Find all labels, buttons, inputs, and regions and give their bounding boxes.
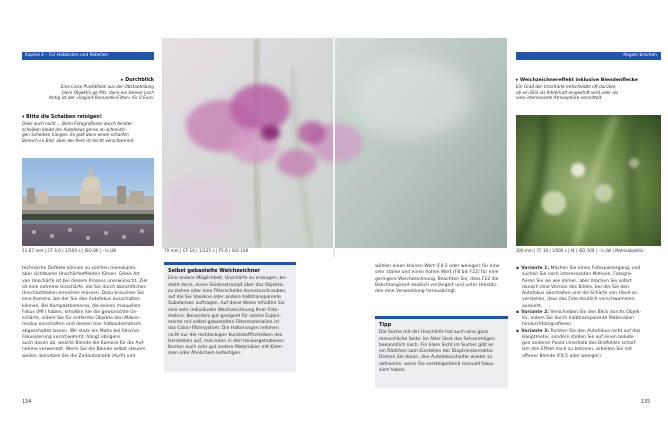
green-bokeh-photo [516,115,661,246]
tip-title: Tipp [379,322,392,328]
variant-line: suchen Sie nach interessanten Motiven. Fotogra- [522,272,633,278]
durchblick-note [22,78,154,101]
cleaning-title: ▾ Bitte die Scheiben reinigen! [22,115,102,120]
left-page-number: 134 [22,400,32,405]
tip-line: ein Rädchen zum Einstellen der Dioptrienkorrektur. [379,349,495,355]
tip-box [375,316,508,388]
variant-line: hindurchfotografieren. [522,322,573,328]
left-body-line: technische Defekte können zu solchen monokalen, [22,266,137,271]
weichzeichner-effekt-line-3: eine interessante Atmosphäre vermittelt. [516,95,603,101]
variant-line: tiv, indem Sie durch halbtransparente Materialien [522,316,634,321]
left-body-line: modus einschalten und dessen hier halbautomatisch [22,322,142,328]
orchid-photo-caption: 70 mm | CF 16 | 1/125 s | F5,6 | ISO 100 [164,248,249,253]
variant-line: offener Blende (F4,5 oder weniger). [522,353,603,359]
green-bokeh-image [516,115,661,246]
variant-line: Verschieben Sie den Blick durchs Objek- [550,309,641,315]
weichzeichner-effekt-title: ▸ Weichzeichnereffekt inklusive Blendenflecke [516,78,638,83]
variant-3-first-line [516,329,661,335]
sidebox-line: motive. Besonders gut geeignet für solche Experi- [168,313,282,319]
variant-line: Um den Effekt noch zu betonen, arbeiten Sie mit [522,347,633,353]
weichzeichner-sidebox [164,262,296,372]
durchblick-title: ▸ Durchblick [121,78,154,83]
left-body-line: Fokus (MF) haben, erhalten Sie die gewünschte Un- [22,309,138,315]
sidebox-line: men oder Ähnlichem befestigen. [168,351,242,357]
left-body-line: schärfe, indem Sie für entfernte Objekte den Makro- [22,316,140,321]
left-body-line: von Unschärfe ist bei diesem Prozess unerwünscht. Ziel [22,278,148,284]
chapter-header-bar [22,52,154,60]
variant-2-label: Variante 2: [521,309,550,315]
london-cityscape-photo [22,158,154,246]
sidebox-line: mente mit selbst gebastelten Filtermaterialien ist [168,320,280,326]
variant-line: Hauptmotiv, sondern stellen Sie auf einen beliebi- [522,334,635,340]
sidebox-line: auf die Sie Vaseline oder andere halbtransparente [168,295,282,301]
center-body-line: Belichtungszeit deutlich verlängert und unter Umstän- [375,282,498,288]
left-body-line: abgeschaltet lassen. Wir stark ein Motiv bei falscher [22,328,140,334]
durchblick-line-3: fertig ist der »Vaginit-Romantik«Filter« für 0 Euro. [49,95,154,101]
cleaning-note [22,115,156,143]
tip-line: bekanntlich nach. Für klare Sicht im Sucher gibt es [379,342,494,348]
cleaning-line-3: gen Scheiben hängen. Es gibt dann einen scharfen [22,132,129,138]
sidebox-line: Kanten auch sehr gut andere Materialien mit Klem- [168,345,284,351]
variant-line: gen anderen Punkt innerhalb des Bildfeldes scharf. [522,341,637,346]
sidebox-line: Substanzen auftragen. Auf diese Weise erhalten Sie [168,301,285,307]
variant-line: aussieht. [522,303,543,309]
sidebox-line: Herstellers auf, man kann in den herausgehobenen [168,338,284,344]
center-body-line: den eine Verwacklung herausbringt. [375,289,457,294]
sidebox-line: nicht nur die rechteckigen Kunststofffscheiben des [168,332,283,338]
center-body-line: geringere Weichzeichnung. Beachten Sie, dass F22 die [375,276,499,282]
left-body-line: Fokussierung verschwimmt, hängt übrigens [22,334,121,340]
sidebox-title: Selbst gebastelte Weichzeichner [168,268,261,274]
tip-line: Drehen Sie daran, den Autofokuschalter wieder zu [379,355,493,361]
orchid-blur-photo [162,38,507,248]
variant-1 [516,266,661,310]
left-body-line: ist eine extreme Unschärfe, die Sie durch absichtliches [22,284,146,290]
weichzeichner-effekt-line-2: ob ein Bild als fehlerhaft eingestuft wird oder als [516,89,619,95]
left-body-line: eine Kamera, bei der Sie den Autofokus ausschalten [22,297,140,303]
sidebox-line: zu ziehen oder eine Filterscheibe davorzuschrauben, [168,288,287,294]
tip-line: Die Suche mit der Unschärfe hat auch eine ganz [379,330,489,336]
center-right-body-text [375,264,510,295]
weichzeichner-effekt-line-1: Ein Grad der Unschärfe entscheidet oft darüber, [516,84,617,90]
variant-1-label: Variante 1: [521,266,550,271]
london-photo-caption: 11,67 mm | CF 4,6 | 1/500 s | ISO 80 | –½ LW [22,248,117,253]
sidebox-line: steht darin, einen Seidenstrumpf über das Objektiv [168,282,284,288]
left-body-line: auch davon ab, welche Blende die Kamera für die Auf- [22,341,145,346]
variant-line: Machen Sie einen Fotospaziergang, und [550,266,641,271]
variant-line: danach eine Version des Bildes, bei der Sie den [522,284,629,290]
sidebox-line: eine sehr individuelle Weichzeichnung Ihrer Foto- [168,307,280,313]
left-body-line: können. Bei Kompaktkameras, die keinen manuellen [22,303,141,309]
cleaning-line-2: scheiben bleibt der Autofokus gerne an schmutzi- [22,126,127,132]
sidebox-line: das Cokin-Filtersystem. Die Halterungen nehmen [168,326,279,332]
left-body-line: wollen, benutzen Sie die Zeitautomatik (Av/A) und [22,353,136,359]
orchid-blur-image [162,38,507,248]
chapter-header-text: Kapitel 4 – Für Hobbisten und Rebellen [25,53,109,58]
variant-2 [516,310,661,329]
left-body-line: Unscharfstellen erreichen müssen. Dazu brauchen Sie [22,291,144,296]
tip-line: siert haben. [379,367,406,373]
sidebox-line: Eine andere Möglichkeit, Unschärfe zu erzeugen, be- [168,276,287,282]
durchblick-line-1: Eine Linse Plastikfolie aus der Obstabteilung [60,84,154,90]
weichzeichner-effekt-note [516,78,661,101]
variant-3 [516,329,661,360]
right-page-number: 135 [641,400,651,405]
variant-line: verstellen, dass das Foto deutlich verschwommen [522,297,635,303]
variant-line: Autofokus abschalten und die Schärfe von Hand so [522,291,637,296]
bokeh-photo-caption: 300 mm | CF 16 | 1/500 s | f4 | ISO 100 | –½ LW | Matrixobjektiv [516,248,644,253]
left-body-text [22,266,158,360]
variant-line: fieren Sie sie wie immer, aber machen Sie sofort [522,278,632,284]
cleaning-line-1: Oder auch nicht ... Beim Fotografieren durch fenster- [22,121,134,127]
variant-line: Richten Sie den Autofokus nicht auf das [550,328,641,334]
center-body-line: sehr starke und einen hohen Wert (F8 bis F22) für eine [375,270,499,276]
variants-list [516,266,661,360]
center-body-line: wählen einen kleinen Wert (F4,5 oder weniger) für eine [375,264,500,269]
left-body-line: nahme verwendet. Wenn Sie die Blende selbst steuern [22,347,146,353]
durchblick-line-2: (dem Objektiv ge-filt). dann ein kleiner Loch [61,89,154,95]
left-body-line: aber sichtbaren Unschärfeeffekten führen. Diese Art [22,272,140,278]
london-cityscape-image [22,158,154,246]
tip-line: menschliche Seite. Im Alter lässt das Sehvermögen [379,336,495,342]
section-header-text: Regeln brechen [623,53,657,58]
section-header-bar [516,52,661,60]
variant-3-label: Variante 3: [521,328,550,334]
tip-line: aktivieren, wenn Sie versteigerbend manuell fokus- [379,361,496,367]
cleaning-line-4: Bereich im Bild, aber der Rest ist leicht verschwimmt. [22,137,135,143]
